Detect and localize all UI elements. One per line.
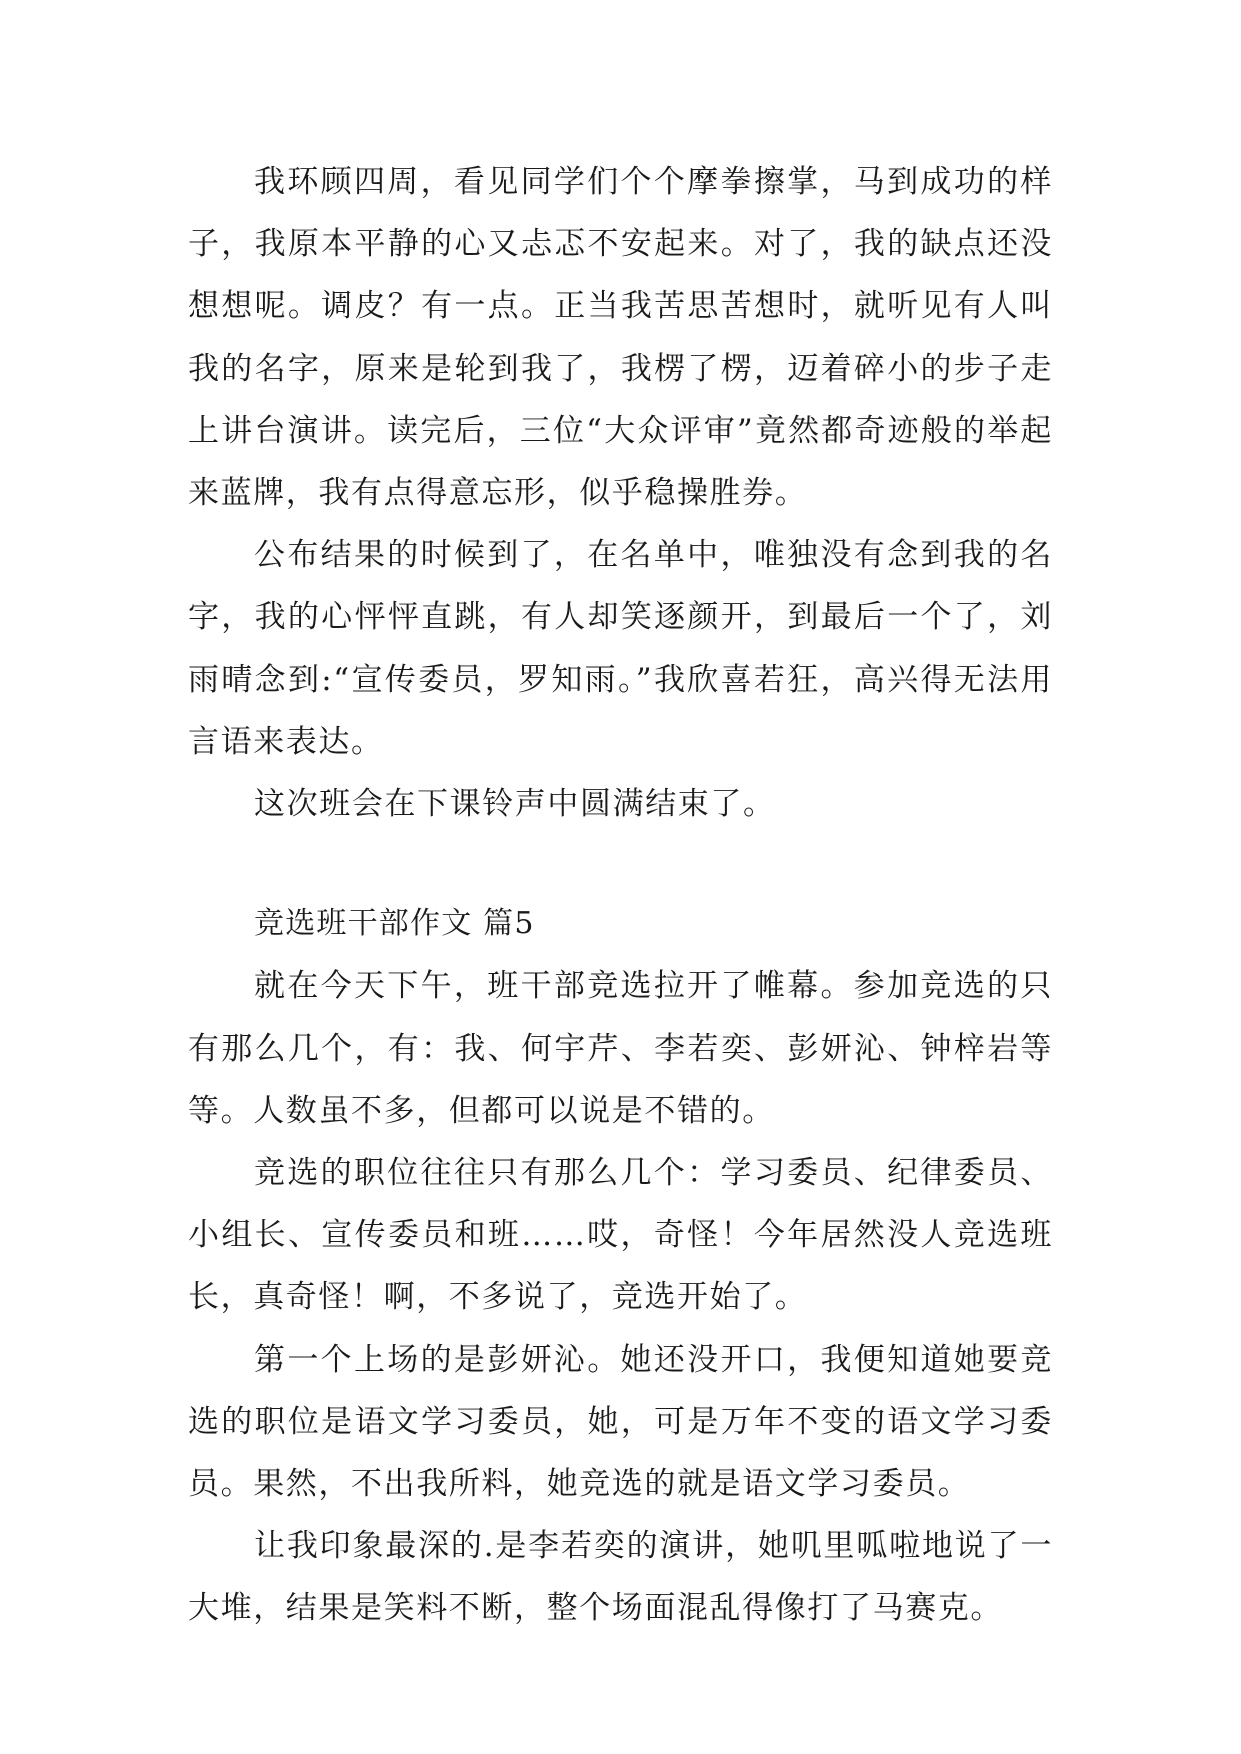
paragraph: 公布结果的时候到了，在名单中，唯独没有念到我的名字，我的心怦怦直跳，有人却笑逐颜开，到最后一个了，刘雨晴念到:“宣传委员，罗知雨。”我欣喜若狂，高兴得无法用言语来表达。 [188, 537, 1053, 760]
paragraph: 就在今天下午，班干部竞选拉开了帷幕。参加竞选的只有那么几个，有：我、何宇芹、李若奕、彭妍沁、钟梓岩等等。人数虽不多，但都可以说是不错的。 [188, 968, 1053, 1129]
paragraph: 让我印象最深的.是李若奕的演讲，她叽里呱啦地说了一大堆，结果是笑料不断，整个场面混乱得像打了马赛克。 [188, 1528, 1053, 1627]
document-page [188, 151, 1053, 1640]
paragraph: 这次班会在下课铃声中圆满结束了。 [254, 786, 776, 823]
paragraph: 竞选的职位往往只有那么几个：学习委员、纪律委员、小组长、宣传委员和班……哎，奇怪！今年居然没人竞选班长，真奇怪！啊，不多说了，竞选开始了。 [188, 1155, 1053, 1316]
section-heading: 竞选班干部作文 篇5 [254, 906, 535, 942]
paragraph: 第一个上场的是彭妍沁。她还没开口，我便知道她要竞选的职位是语文学习委员，她，可是万年不变的语文学习委员。果然，不出我所料，她竞选的就是语文学习委员。 [188, 1341, 1053, 1503]
paragraph: 我环顾四周，看见同学们个个摩拳擦掌，马到成功的样子，我原本平静的心又忐忑不安起来。对了，我的缺点还没想想呢。调皮？有一点。正当我苦思苦想时，就听见有人叫我的名字，原来是轮到我了，我楞了楞，迈着碎小的步子走上讲台演讲。读完后，三位“大众评审”竟然都奇迹般的举起来蓝牌，我有点得意忘形，似乎稳操胜券。 [188, 164, 1053, 512]
